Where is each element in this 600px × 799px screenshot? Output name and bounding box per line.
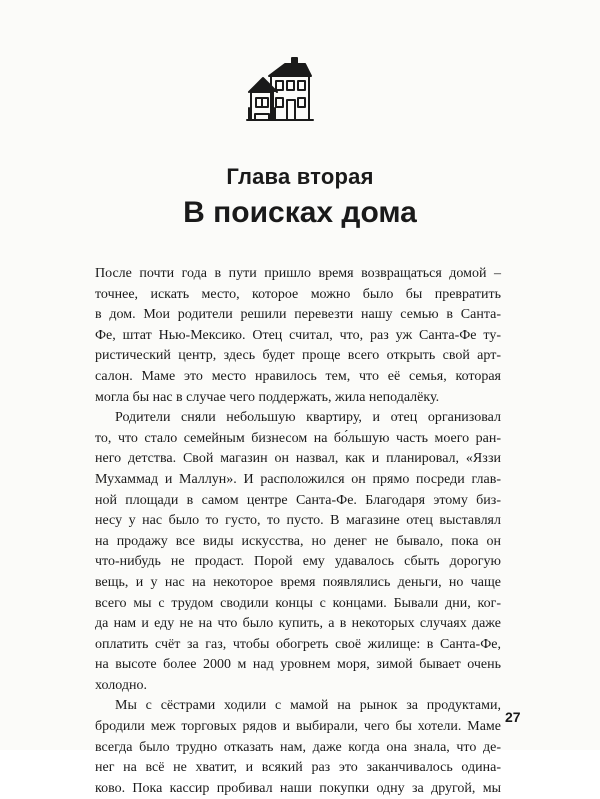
body-line: Мы с сёстрами ходили с мамой на рынок за продуктами, (115, 698, 501, 714)
body-line: вещь, и у нас на некоторое время появлялись деньги, но чаще (95, 574, 501, 590)
chapter-title: В поисках дома (183, 196, 417, 229)
body-line: то, что стало семейным бизнесом на бо́льшую часть моего ран- (95, 430, 501, 446)
body-line: оплатить счёт за газ, чтобы обогреть своё жилище: в Санта-Фе, (95, 636, 501, 652)
body-line: да нам и еду не на что было купить, а в некоторых случаях даже (95, 616, 501, 632)
body-line: точнее, искать место, которое можно было бы превратить (95, 286, 501, 302)
chapter-label: Глава вторая (226, 164, 374, 189)
body-line: Мухаммад и Маллун». И расположился он прямо посреди глав- (95, 471, 501, 487)
body-line: всегда было трудно отказать нам, даже когда она знала, что де- (95, 739, 501, 755)
body-line: могла бы нас в случае чего поддержать, жила неподалёку. (95, 389, 440, 405)
body-line: на высоте более 2000 м над уровнем моря, зимой бывает очень (95, 657, 501, 673)
body-line: него детства. Свой магазин он назвал, как и планировал, «Яззи (95, 451, 501, 467)
body-line: Родители сняли небольшую квартиру, и отец организовал (115, 410, 501, 426)
body-line: ково. Пока кассир пробивал наши покупки одну за другой, мы (95, 780, 501, 796)
body-line: что-нибудь не продаст. Порой ему удавалось сбыть дорогую (95, 554, 501, 570)
body-line: После почти года в пути пришло время возвращаться домой – (95, 266, 501, 281)
body-line: несу у нас было то густо, то пусто. В магазине отец выставлял (95, 513, 501, 529)
house-icon (245, 56, 315, 124)
body-line: всего мы с трудом сводили концы с концами. Бывали дни, ког- (95, 595, 501, 611)
body-line: ристический центр, здесь будет проще всего открыть свой арт- (95, 348, 501, 364)
body-line: нег на всё не хватит, и всякий раз это заканчивалось одина- (95, 760, 501, 776)
body-line: салон. Маме это место нравилось тем, что её семья, которая (95, 368, 501, 384)
body-line: в дом. Мои родители решили перевезти нашу семью в Санта- (95, 307, 501, 323)
chapter-body (95, 264, 501, 799)
body-line: на продажу все виды искусства, но денег не бывало, пока он (95, 533, 501, 549)
body-line: холодно. (95, 677, 147, 693)
body-line: бродили меж торговых рядов и выбирали, чего бы хотели. Маме (95, 719, 501, 735)
body-line: ной площади в самом центре Санта-Фе. Благодаря этому биз- (95, 492, 501, 508)
page-number: 27 (505, 709, 521, 725)
body-line: Фе, штат Нью-Мексико. Отец считал, что, раз уж Санта-Фе ту- (95, 327, 501, 343)
